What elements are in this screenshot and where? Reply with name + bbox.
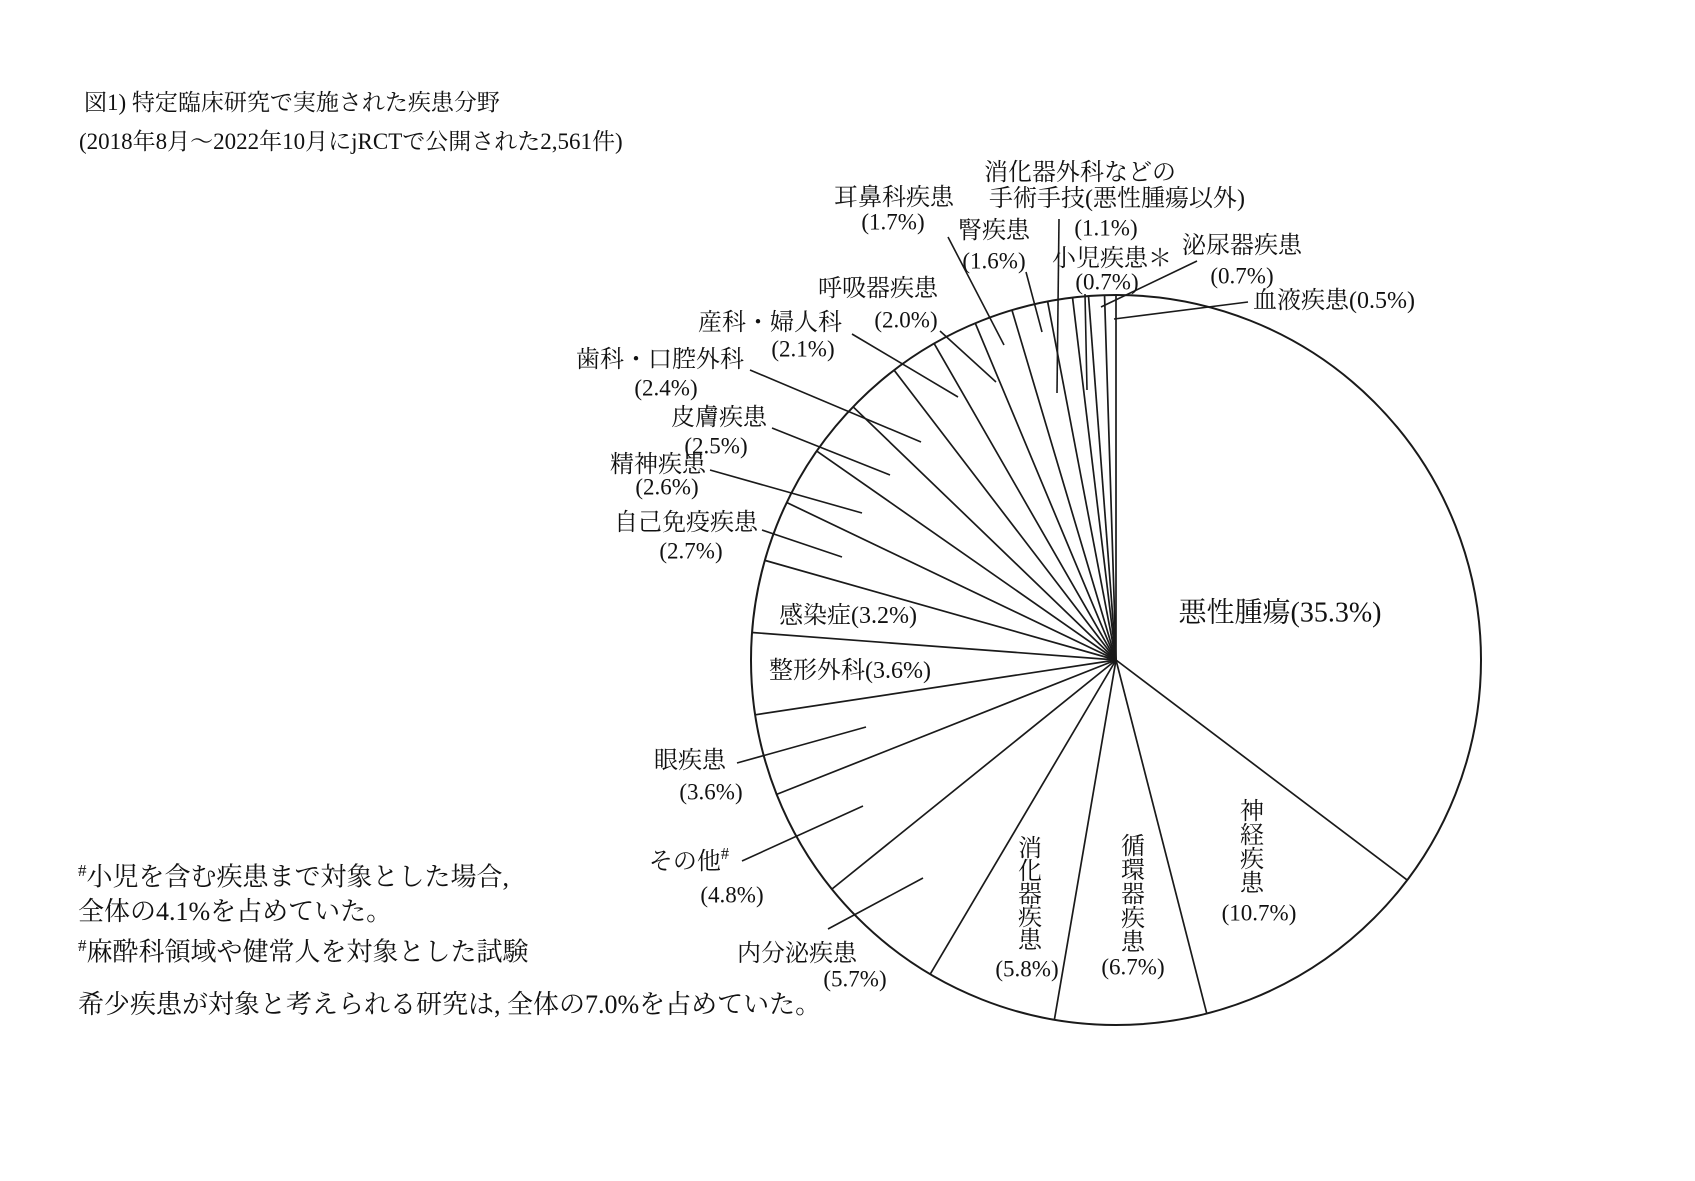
leader-line — [1026, 272, 1042, 332]
slice-label: 自己免疫疾患 — [614, 510, 758, 536]
slice-percent: (2.0%) — [874, 307, 938, 333]
slice-label: 患 — [1121, 930, 1145, 956]
slice-boundary-line — [894, 370, 1116, 660]
slice-label: 精神疾患 — [610, 452, 706, 478]
footnote-line: #麻酔科領域や健常人を対象とした試験 — [78, 935, 529, 967]
slice-percent: (4.8%) — [700, 882, 764, 908]
slice-label: 腎疾患 — [958, 218, 1030, 244]
slice-percent: (2.6%) — [635, 474, 699, 500]
slice-label: 疾 — [1121, 906, 1145, 932]
slice-label: 消化器外科などの — [984, 160, 1176, 186]
slice-label: 感染症(3.2%) — [779, 603, 917, 629]
slice-label: 皮膚疾患 — [671, 405, 767, 431]
leader-line — [762, 530, 842, 557]
slice-label: 歯科・口腔外科 — [576, 347, 744, 373]
slice-percent: (5.7%) — [823, 966, 887, 992]
slice-percent: (2.7%) — [659, 538, 723, 564]
slice-label: 化 — [1018, 859, 1042, 885]
leader-line — [1114, 302, 1248, 319]
slice-percent: (5.8%) — [995, 956, 1059, 982]
leader-line — [710, 470, 862, 513]
slice-label: 患 — [1018, 928, 1042, 954]
slice-label: 消 — [1018, 836, 1042, 862]
slice-percent: (1.1%) — [1074, 215, 1138, 241]
slice-label: 小児疾患＊ — [1052, 246, 1172, 272]
slice-label: 器 — [1018, 882, 1042, 908]
slice-label: 泌尿器疾患 — [1182, 233, 1302, 259]
slice-percent: (2.1%) — [771, 336, 835, 362]
slice-boundary-line — [934, 344, 1116, 660]
slice-label: 整形外科(3.6%) — [769, 658, 931, 684]
slice-percent: (6.7%) — [1101, 954, 1165, 980]
slice-label: 内分泌疾患 — [737, 941, 857, 967]
slice-percent: (0.7%) — [1210, 263, 1274, 289]
footnote-marker: # — [78, 935, 87, 955]
leader-line — [852, 334, 958, 397]
footnote-marker: # — [78, 861, 87, 880]
slice-label: 呼吸器疾患 — [818, 276, 938, 302]
leader-line — [737, 727, 866, 763]
slice-label: 神 — [1240, 799, 1264, 825]
slice-label: 悪性腫瘍(35.3%) — [1178, 597, 1382, 629]
leader-line — [828, 878, 923, 929]
footnotes — [78, 854, 529, 969]
rare-disease-note: 希少疾患が対象と考えられる研究は, 全体の7.0%を占めていた。 — [78, 990, 822, 1019]
figure-subtitle: (2018年8月～2022年10月にjRCTで公開された2,561件) — [79, 129, 623, 154]
slice-label: 器 — [1121, 882, 1145, 908]
leader-line — [1085, 294, 1087, 390]
slice-label: 経 — [1240, 823, 1264, 849]
slice-percent: (3.6%) — [679, 779, 743, 805]
slice-percent: (0.7%) — [1075, 269, 1139, 295]
leader-line — [940, 331, 996, 382]
slice-percent: (2.4%) — [634, 375, 698, 401]
leader-line — [742, 806, 863, 861]
slice-boundary-line — [752, 633, 1116, 660]
slice-label: 循 — [1121, 834, 1145, 860]
slice-percent: (2.5%) — [684, 433, 748, 459]
slice-boundary-line — [1012, 310, 1116, 660]
leader-line — [772, 428, 890, 475]
slice-label: 耳鼻科疾患 — [834, 185, 954, 211]
footnote-line: #小児を含む疾患まで対象とした場合, — [78, 861, 510, 892]
slice-label: 患 — [1240, 871, 1264, 897]
slice-label: 手術手技(悪性腫瘍以外) — [989, 186, 1245, 212]
slice-label: 疾 — [1240, 847, 1264, 873]
slice-label: その他# — [648, 843, 730, 875]
slice-percent: (10.7%) — [1221, 900, 1297, 926]
footnote-line: 全体の4.1%を占めていた。 — [78, 896, 393, 926]
slice-label: 眼疾患 — [654, 748, 726, 774]
slice-label: 血液疾患(0.5%) — [1253, 288, 1415, 314]
slice-label: 疾 — [1018, 905, 1042, 931]
slice-label: 環 — [1121, 858, 1145, 884]
slice-boundary-line — [832, 660, 1116, 889]
slice-percent: (1.6%) — [962, 248, 1026, 274]
slice-label: 産科・婦人科 — [698, 310, 842, 336]
slice-percent: (1.7%) — [861, 209, 925, 235]
figure-title: 図1) 特定臨床研究で実施された疾患分野 — [84, 90, 500, 115]
leader-line — [750, 370, 921, 442]
